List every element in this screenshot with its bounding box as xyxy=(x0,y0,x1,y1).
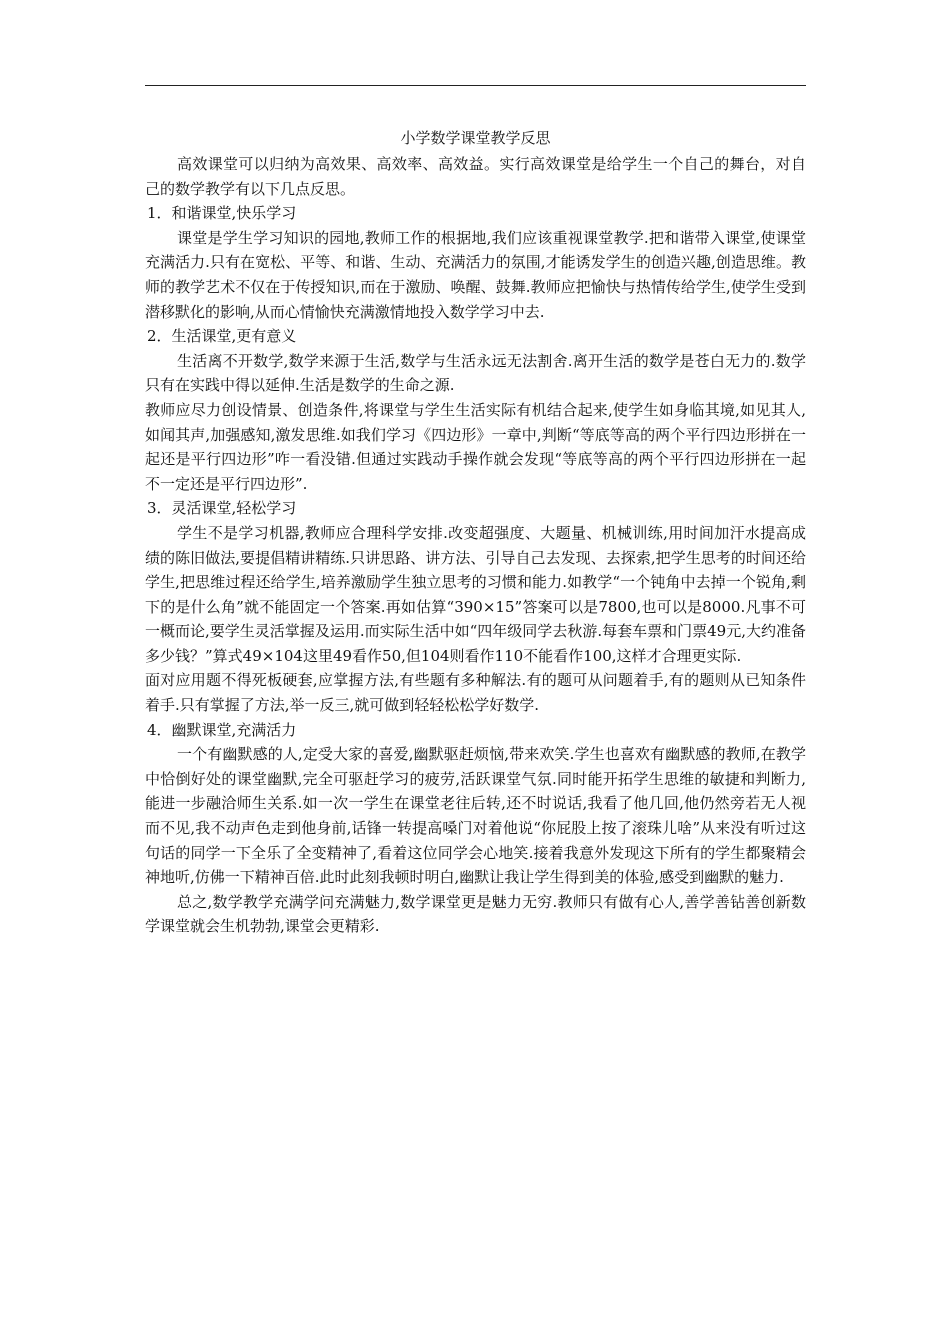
section-2-paragraph-2: 教师应尽力创设情景、创造条件,将课堂与学生生活实际有机结合起来,使学生如身临其境,如见其人,如闻其声,加强感知,激发思维.如我们学习《四边形》一章中,判断“等底等高的两个平行四边形拼在一起还是平行四边形”咋一看没错.但通过实践动手操作就会发现“等底等高的两个平行四边形拼在一起不一定还是平行四边形”. xyxy=(145,400,806,493)
section-3-paragraph-1: 学生不是学习机器,教师应合理科学安排.改变超强度、大题量、机械训练,用时间加汗水提高成绩的陈旧做法,要提倡精讲精练.只讲思路、讲方法、引导自己去发现、去探索,把学生思考的时间还给学生,把思维过程还给学生,培养激励学生独立思考的习惯和能力.如教学“一个钝角中去掉一个锐角,剩下的是什么角”就不能固定一个答案.再如估算“390×15”答案可以是7800,也可以是8000.凡事不可一概而论,要学生灵活掌握及运用.而实际生活中如“四年级同学去秋游.每套车票和门票49元,大约准备多少钱？”算式49×104这里49看作50,但104则看作110不能看作100,这样才合理更实际. xyxy=(145,523,806,665)
section-2-heading: 2．生活课堂,更有意义 xyxy=(147,327,297,346)
section-2-paragraph-1: 生活离不开数学,数学来源于生活,数学与生活永远无法割舍.离开生活的数学是苍白无力的.数学只有在实践中得以延伸.生活是数学的生命之源. xyxy=(145,351,806,395)
document-body xyxy=(145,124,806,939)
section-4-paragraph-1: 一个有幽默感的人,定受大家的喜爱,幽默驱赶烦恼,带来欢笑.学生也喜欢有幽默感的教师,在教学中恰倒好处的课堂幽默,完全可驱赶学习的疲劳,活跃课堂气氛.同时能开拓学生思维的敏捷和判断力,能进一步融洽师生关系.如一次一学生在课堂老往后转,还不时说话,我看了他几回,他仍然旁若无人视而不见,我不动声色走到他身前,话锋一转提高嗓门对着他说“你屁股上按了滚珠儿啥”从来没有听过这句话的同学一下全乐了全变精神了,看着这位同学会心地笑.接着我意外发现这下所有的学生都聚精会神地听,仿佛一下精神百倍.此时此刻我顿时明白,幽默让我让学生得到美的体验,感受到幽默的魅力. xyxy=(145,745,806,887)
document-title: 小学数学课堂教学反思 xyxy=(400,129,551,147)
section-4-heading: 4．幽默课堂,充满活力 xyxy=(147,720,297,739)
conclusion-paragraph: 总之,数学教学充满学问充满魅力,数学课堂更是魅力无穷.教师只有做有心人,善学善钻善创新数学课堂就会生机勃勃,课堂会更精彩. xyxy=(145,892,806,936)
section-3-heading: 3．灵活课堂,轻松学习 xyxy=(147,499,297,518)
section-1-heading: 1．和谐课堂,快乐学习 xyxy=(147,204,297,223)
section-3-paragraph-2: 面对应用题不得死板硬套,应掌握方法,有些题有多种解法.有的题可从问题着手,有的题则从已知条件着手.只有掌握了方法,举一反三,就可做到轻轻松松学好数学. xyxy=(145,671,806,715)
header-rule xyxy=(145,85,806,86)
section-1-paragraph-1: 课堂是学生学习知识的园地,教师工作的根据地,我们应该重视课堂教学.把和谐带入课堂,使课堂充满活力.只有在宽松、平等、和谐、生动、充满活力的氛围,才能诱发学生的创造兴趣,创造思维。教师的教学艺术不仅在于传授知识,而在于激励、唤醒、鼓舞.教师应把愉快与热情传给学生,使学生受到潜移默化的影响,从而心情愉快充满激情地投入数学学习中去. xyxy=(145,228,806,321)
intro-paragraph: 高效课堂可以归纳为高效果、高效率、高效益。实行高效课堂是给学生一个自己的舞台，对自己的数学教学有以下几点反思。 xyxy=(145,155,806,198)
